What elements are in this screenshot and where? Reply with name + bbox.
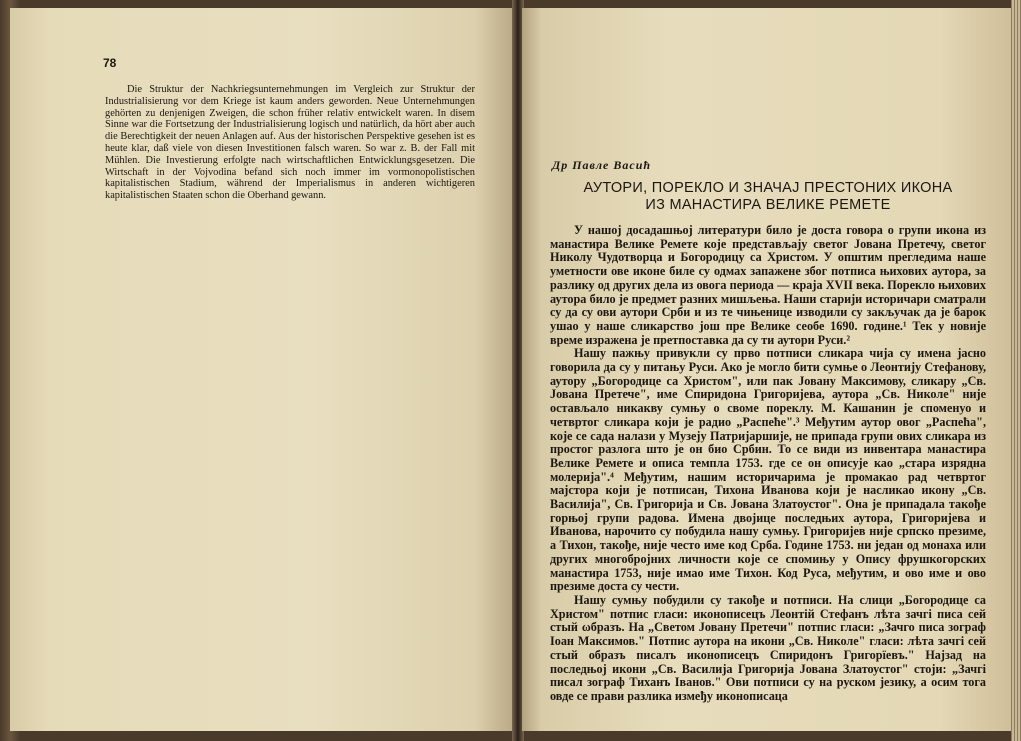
body-paragraph: Нашу пажњу привукли су прво потписи сликара чија су имена јасно говорила да су у питању Руси. Ако је могло бити сумње о Леонтију Стефанову, аутору „Богородице са Христом", или пак Јовану Максимову, сликару „Св. Јована Претече", име Спиридона Григоријева, аутора „Св. Николе" није остављало никакву сумњу о своме пореклу. М. Кашанин је споменуо и четвртог сликара који је радио „Распеће".³ Међутим аутор овог „Распећа", које се сада налази у Музеју Патријаршије, не припада групи ових сликара из простог разлога што је он био Србин. То се види из инвентара манастира Велике Ремете и описа темпла 1753. где се он описује као „стара изрядна молерија".⁴ Међутим, нашим историчарима је промакао рад четвртог мајстора који је потписан, Тихона Иванова који је насликао икону „Св. Василија", Св. Григорија и Св. Јована Златоустог". Она је припадала такође горњој групи радова. Имена двојице последњих аутора, Григоријева и Иванова, нарочито су побудила нашу сумњу. Григоријев није српско презиме, а Тихон, такође, није честo име код Срба. Године 1753. ни један од монаха или других многобројних личности које се спомињу у Опису фрушкогорских манастира 1753, није имао име Тихон. Код Руса, међутим, и ово име и ово презиме доста су чести. <box>550 346 986 594</box>
right-page <box>522 8 1012 731</box>
body-paragraph: У нашој досадашњој литератури било је доста говора о групи икона из манастира Велике Ремете које представљају светог Јована Претечу, светог Николу Чудотворца и Богородицу са Христом. У општим прегледима наше уметности ове иконе биле су одмах запажене због потписа њихових аутора, за разлику од других дела из овога периода — краја XVII века. Порекло њихових аутора било је предмет разних мишљења. Наши старији историчари сматрали су да су ови аутори Срби и из те чињенице изводили су закључак да је барок ушао у наше сликарство још пре Велике сеобе 1690. године.¹ Тек у новије време изражена је претпоставка да су ти аутори Руси.² <box>550 223 986 347</box>
title-line-2: ИЗ МАНАСТИРА ВЕЛИКЕ РЕМЕТЕ <box>645 197 891 213</box>
page-edges <box>1011 0 1021 741</box>
german-paragraph: Die Struktur der Nachkriegsunternehmungen im Vergleich zur Struktur der Industrialisierung vor dem Kriege ist kaum anders geworden. Neue Unternehmungen gehörten zu denjenigen Zweigen, die schon früher relativ entwickelt waren. In disem Sinne war die Fortsetzung der Industrialisierung logisch und natürlich, da hört aber auch die Berechtigkeit der neuen Anlagen auf. Aus der historischen Perspektive gesehen ist es heute klar, daß viele von diesen Investitionen falsch waren. So war z. B. der Fall mit Mühlen. Die Investierung erfolgte nach wirtschaftlichen Entwicklungsgesetzen. Die Wirtschaft in der Vojvodina befand sich noch immer im vormonopolistischen kapitalistischen Stadium, während der Imperialismus in anderen wichtigeren kapitalistischen Staaten schon die Oberhand gewann. <box>105 84 475 202</box>
title-line-1: АУТОРИ, ПОРЕКЛО И ЗНАЧАЈ ПРЕСТОНИХ ИКОНА <box>583 180 953 196</box>
body-paragraph: Нашу сумњу побудили су такође и потписи. На слици „Богородице са Христом" потпис гласи: иконописецъ Леонтій Стефанъ лѣта зачгі писа сей стый ωбразъ. На „Светом Јовану Претечи" потпис гласи: „Зачго писа зограф Іоан Максимов." Потпис аутора на икони „Св. Николе" гласи: лѣта зачгі сей стый образъ писалъ иконописецъ Спиридонъ Григорїевъ." Најзад на последњој икони „Св. Василија Григорија Јована Златоустог" стоји: „Зачгі писал зограф Тиханъ Іванов." Ови потписи су на руском језику, а осим тога овде се прави разлика између иконописаца <box>550 592 986 703</box>
page-number: 78 <box>103 56 117 70</box>
article-author: Др Павле Васић <box>552 158 652 172</box>
left-page <box>10 8 515 731</box>
article-body <box>550 224 986 704</box>
article-title <box>550 180 986 214</box>
